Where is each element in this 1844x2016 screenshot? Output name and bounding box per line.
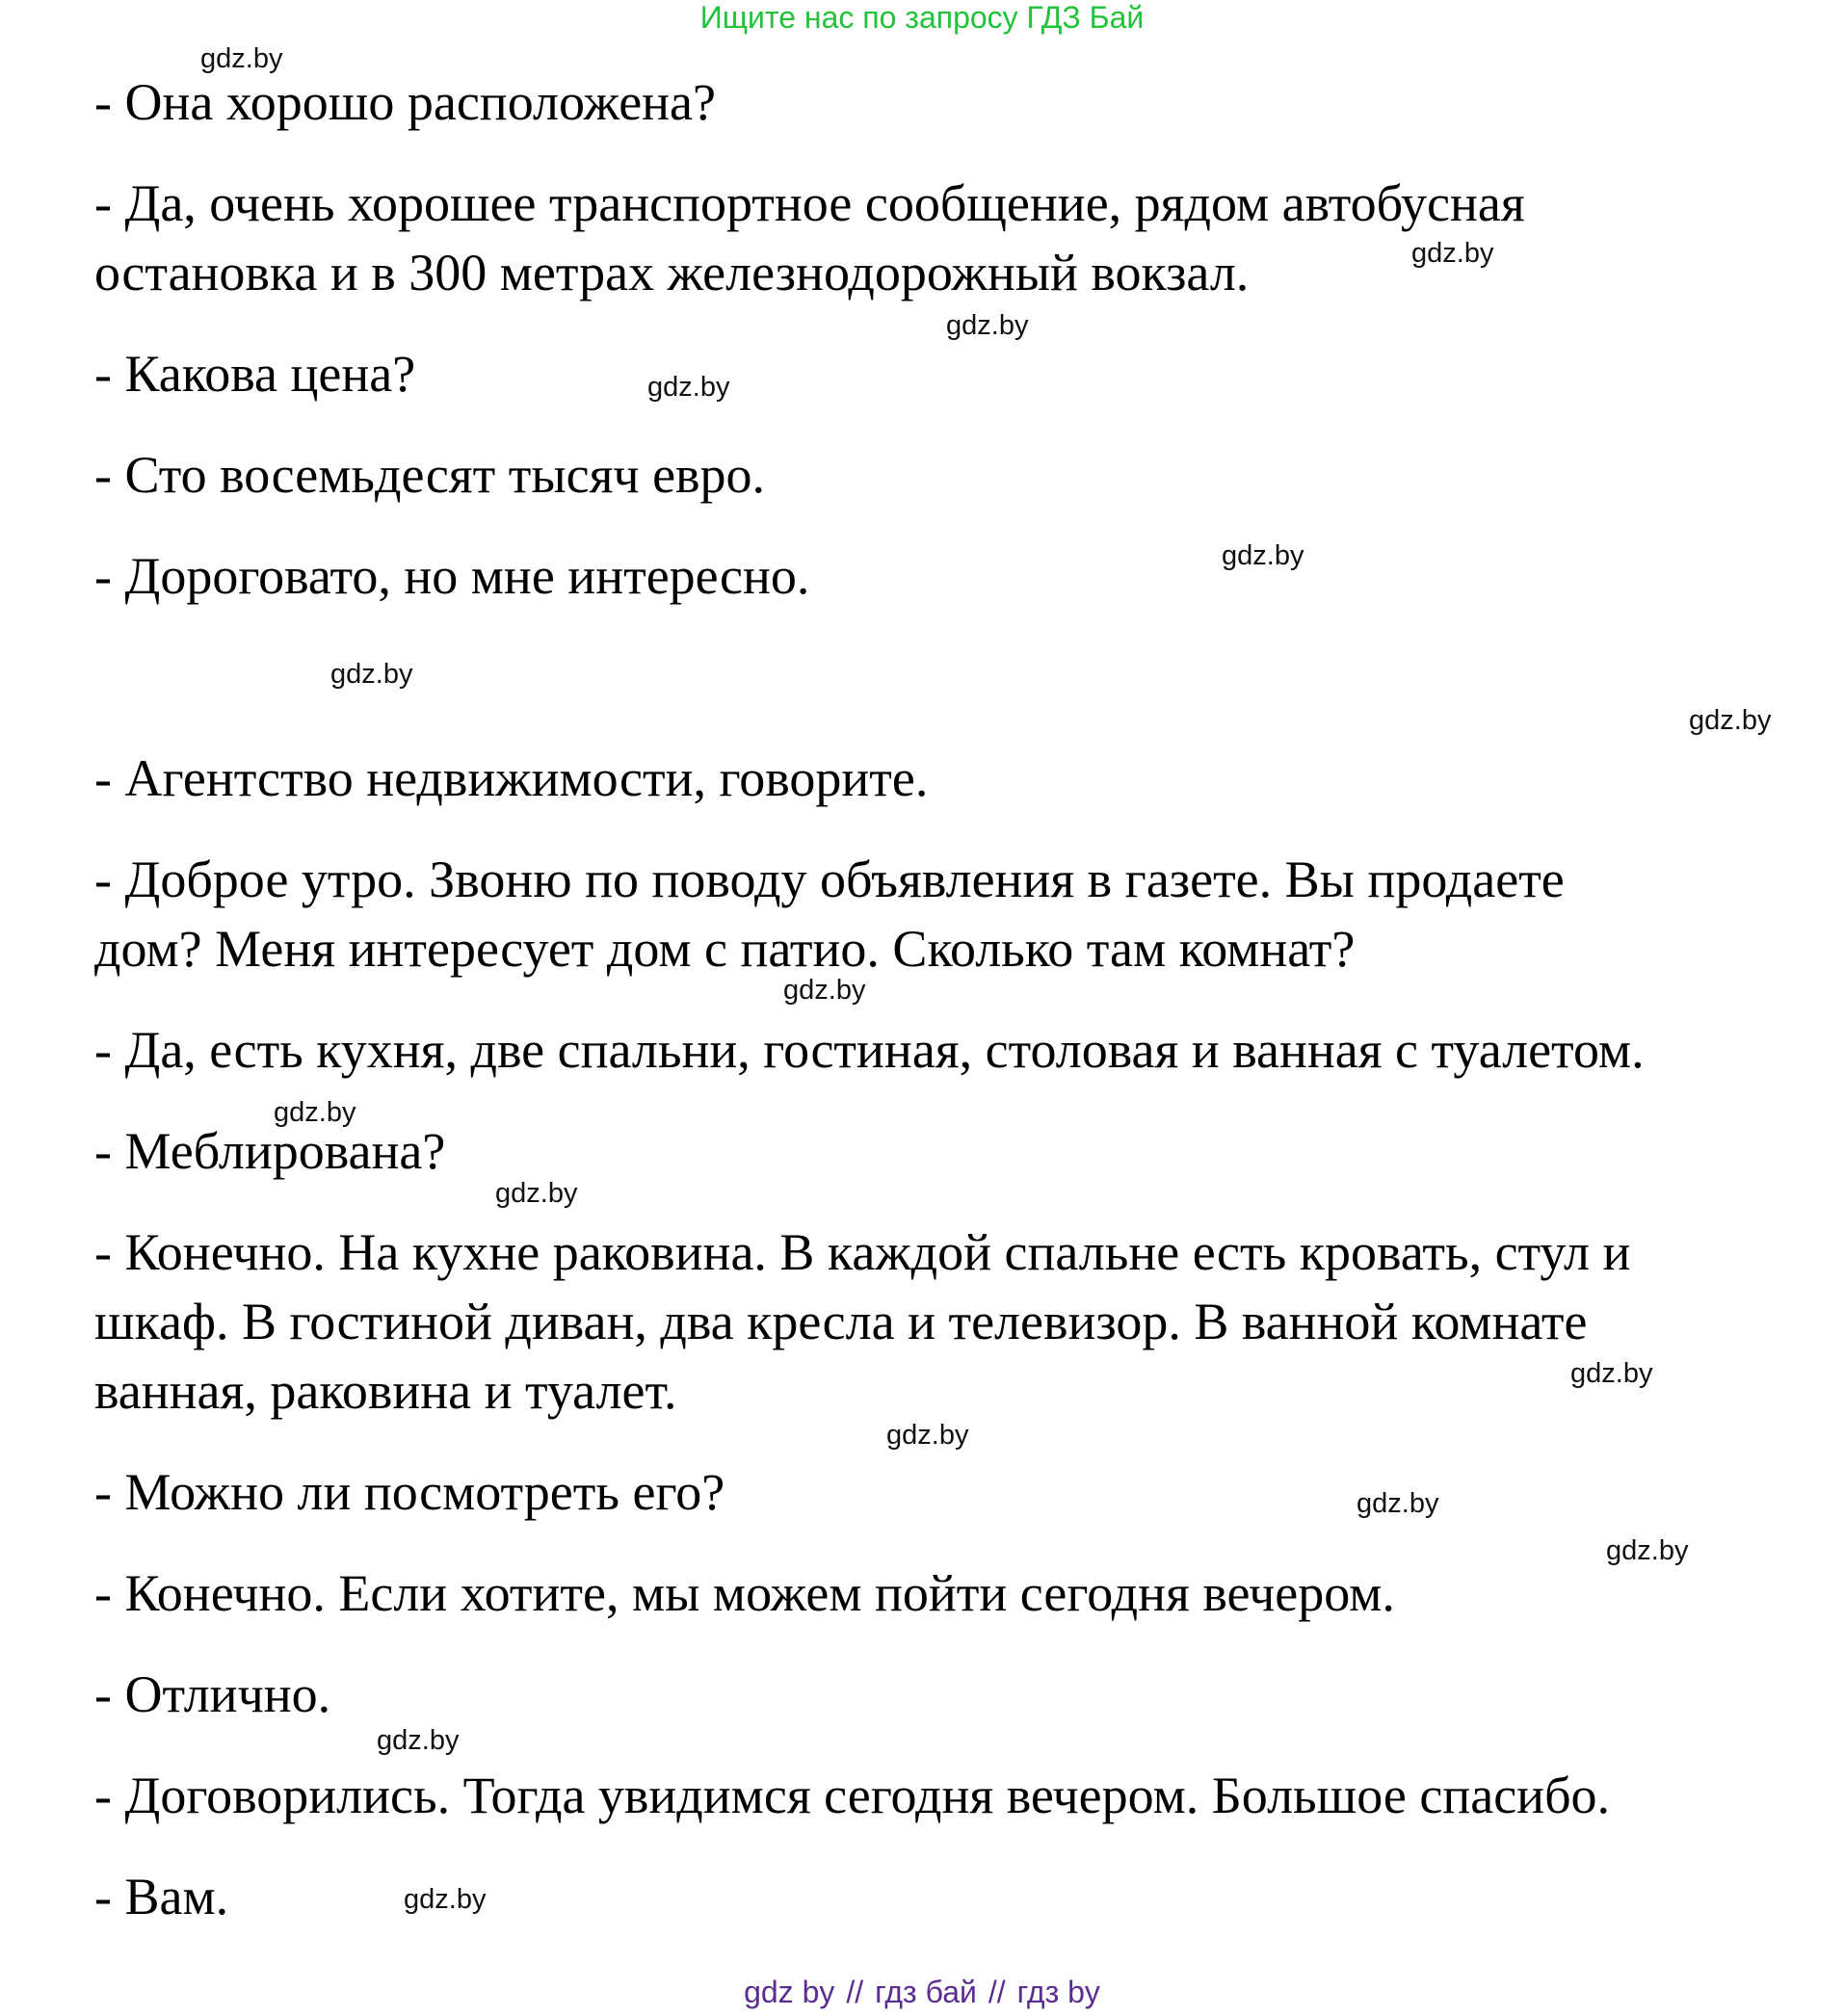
dialogue-line: - Какова цена? [94, 345, 416, 403]
search-banner: Ищите нас по запросу ГДЗ Бай [699, 0, 1145, 35]
dialogue-line: ванная, раковина и туалет. [94, 1362, 677, 1420]
dialogue-line: - Сто восемьдесят тысяч евро. [94, 446, 766, 504]
watermark: gdz.by [886, 1420, 969, 1451]
dialogue-line: - Меблирована? [94, 1122, 446, 1180]
watermark: gdz.by [647, 372, 730, 403]
watermark: gdz.by [1222, 540, 1304, 571]
dialogue-line: - Она хорошо расположена? [94, 73, 716, 131]
dialogue-line: - Агентство недвижимости, говорите. [94, 749, 929, 807]
watermark: gdz.by [946, 310, 1029, 341]
footer-separator: // [846, 1975, 864, 2009]
dialogue-line: - Договорились. Тогда увидимся сегодня вечером. Большое спасибо. [94, 1767, 1611, 1824]
watermark: gdz.by [1357, 1488, 1439, 1519]
watermark: gdz.by [200, 43, 283, 74]
watermark: gdz.by [495, 1178, 578, 1209]
dialogue-line: дом? Меня интересует дом с патио. Сколько там комнат? [94, 920, 1356, 978]
footer-link-gdz-bai[interactable]: гдз бай [875, 1975, 977, 2009]
dialogue-line: - Можно ли посмотреть его? [94, 1463, 725, 1521]
dialogue-line: - Да, очень хорошее транспортное сообщение, рядом автобусная [94, 174, 1525, 232]
watermark: gdz.by [783, 975, 866, 1006]
watermark: gdz.by [377, 1725, 460, 1756]
dialogue-line: - Дороговато, но мне интересно. [94, 547, 810, 605]
dialogue-line: - Вам. [94, 1868, 229, 1925]
watermark: gdz.by [1689, 705, 1772, 736]
footer-separator: // [988, 1975, 1006, 2009]
dialogue-line: - Конечно. Если хотите, мы можем пойти сегодня вечером. [94, 1564, 1395, 1622]
watermark: gdz.by [330, 659, 413, 690]
dialogue-line: остановка и в 300 метрах железнодорожный вокзал. [94, 244, 1250, 301]
watermark: gdz.by [1570, 1358, 1653, 1389]
watermark: gdz.by [404, 1884, 487, 1915]
watermark: gdz.by [274, 1097, 356, 1128]
footer-link-gdz-by[interactable]: gdz by [744, 1975, 835, 2009]
watermark: gdz.by [1411, 238, 1494, 269]
dialogue-line: - Конечно. На кухне раковина. В каждой спальне есть кровать, стул и [94, 1223, 1631, 1281]
dialogue-line: - Отлично. [94, 1665, 331, 1723]
footer-link-gdz-by-cyr[interactable]: гдз by [1016, 1975, 1100, 2009]
footer-links [0, 1973, 1844, 2011]
dialogue-line: - Да, есть кухня, две спальни, гостиная, столовая и ванная с туалетом. [94, 1021, 1645, 1079]
dialogue-line: шкаф. В гостиной диван, два кресла и телевизор. В ванной комнате [94, 1293, 1588, 1350]
dialogue-line: - Доброе утро. Звоню по поводу объявления в газете. Вы продаете [94, 851, 1565, 908]
watermark: gdz.by [1606, 1535, 1689, 1566]
